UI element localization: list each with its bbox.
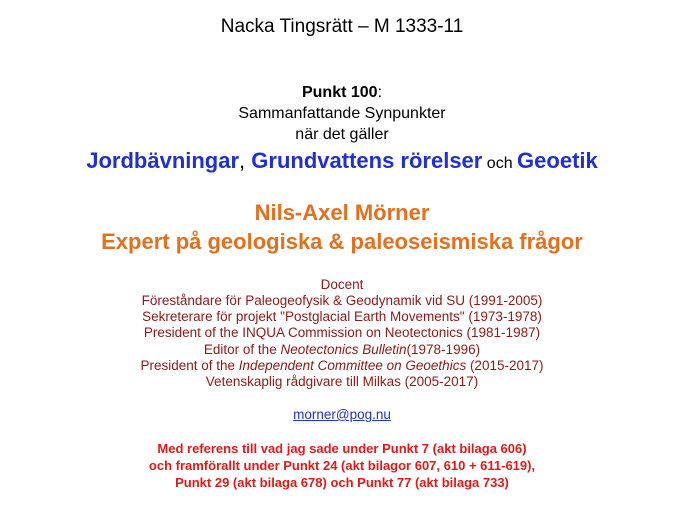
credential-geoethics-pre: President of the <box>140 358 239 373</box>
punkt-subtitle-1: Sammanfattande Synpunkter <box>238 105 446 122</box>
credential-inqua: President of the INQUA Commission on Neotectonics (1981-1987) <box>143 325 541 340</box>
topic-separator-1: , <box>239 148 252 173</box>
credential-editor-post: (1978-1996) <box>406 342 481 357</box>
reference-line-2: och framförallt under Punkt 24 (akt bilagor 607, 610 + 611-619), <box>148 458 536 473</box>
reference-line-3: Punkt 29 (akt bilaga 678) och Punkt 77 (akt bilaga 733) <box>175 475 509 490</box>
author-title: Expert på geologiska & paleoseismiska frågor <box>101 229 583 254</box>
credential-editor-pre: Editor of the <box>203 342 281 357</box>
reference-line-1: Med referens till vad jag sade under Punkt 7 (akt bilaga 606) <box>157 441 527 456</box>
credential-milkas: Vetenskaplig rådgivare till Milkas (2005-2017) <box>205 374 479 389</box>
topic-separator-2: och <box>482 155 518 172</box>
topic-geoethics: Geoetik <box>517 148 598 173</box>
punkt-subtitle-2: när det gäller <box>295 126 389 143</box>
topic-earthquakes: Jordbävningar <box>86 148 240 173</box>
email-line <box>0 407 684 422</box>
credential-geoethics-title: Independent Committee on Geoethics <box>238 358 467 373</box>
punkt-label: Punkt 100 <box>301 84 378 101</box>
credential-sekreterare: Sekreterare för projekt "Postglacial Earth Movements" (1973-1978) <box>142 309 542 324</box>
email-link[interactable]: morner@pog.nu <box>293 407 391 422</box>
credential-paleogeofysik: Föreståndare för Paleogeofysik & Geodynamik vid SU (1991-2005) <box>141 293 543 308</box>
credential-geoethics <box>0 358 684 373</box>
credential-editor-title: Neotectonics Bulletin <box>280 342 407 357</box>
case-heading: Nacka Tingsrätt – M 1333-11 <box>220 16 464 37</box>
credential-editor <box>0 342 684 357</box>
credential-geoethics-post: (2015-2017) <box>466 358 544 373</box>
punkt-colon: : <box>377 84 383 101</box>
topic-groundwater: Grundvattens rörelser <box>251 148 483 173</box>
credential-docent: Docent <box>320 277 364 292</box>
punkt-heading <box>0 84 684 102</box>
author-name: Nils-Axel Mörner <box>254 200 430 225</box>
topics-line <box>0 148 684 174</box>
